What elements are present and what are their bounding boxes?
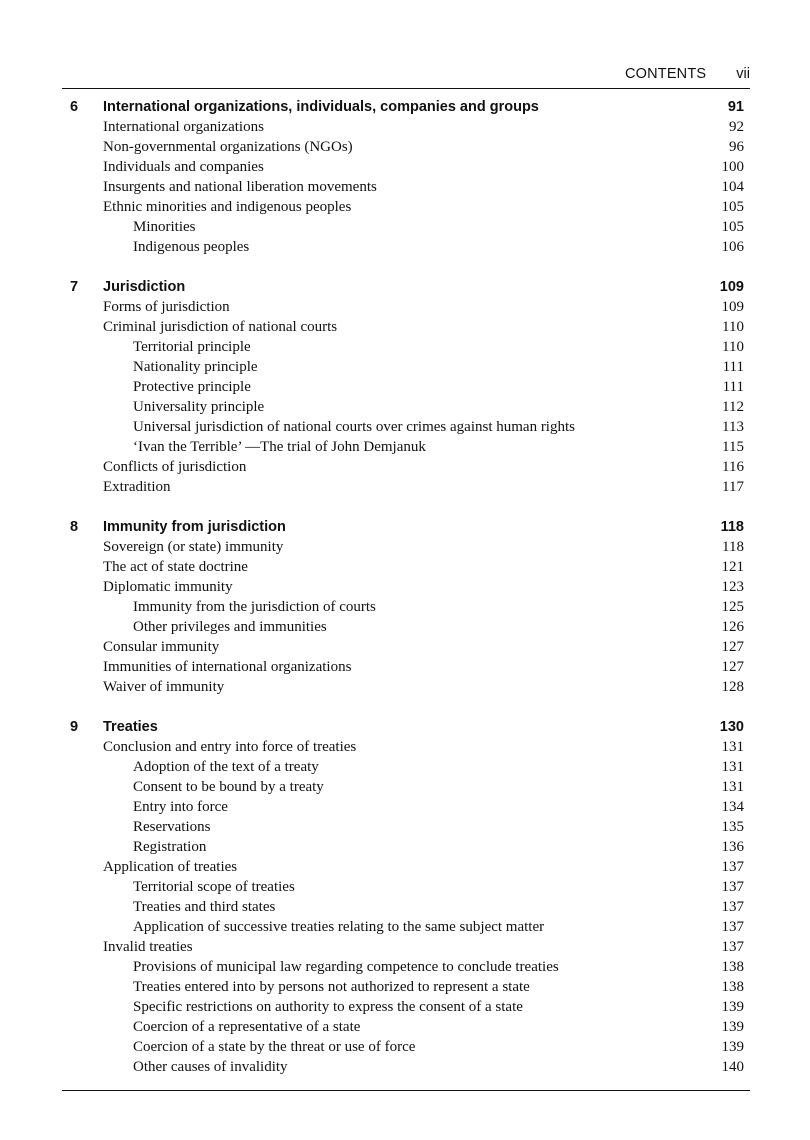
entry-title: The act of state doctrine	[103, 559, 248, 575]
entry-page: 131	[721, 739, 744, 755]
toc-subsection	[62, 817, 744, 837]
entry-page: 118	[722, 539, 744, 555]
toc-subsection	[62, 977, 744, 997]
chapter-number: 7	[70, 279, 79, 295]
entry-title: Conclusion and entry into force of treaties	[103, 739, 357, 755]
entry-title: Criminal jurisdiction of national courts	[103, 319, 338, 335]
entry-page: 105	[721, 219, 744, 235]
entry-title: Application of treaties	[103, 859, 238, 875]
entry-title: Other privileges and immunities	[133, 619, 327, 635]
entry-page: 111	[722, 379, 744, 395]
entry-title: Waiver of immunity	[103, 679, 225, 695]
entry-page: 96	[729, 139, 744, 155]
entry-page: 104	[721, 179, 744, 195]
chapter-heading	[62, 717, 744, 737]
entry-title: Universality principle	[133, 399, 265, 415]
entry-title: Insurgents and national liberation movements	[103, 179, 377, 195]
entry-title: Application of successive treaties relating to the same subject matter	[133, 919, 545, 935]
running-title: CONTENTS	[624, 66, 707, 82]
toc-section	[62, 737, 744, 757]
entry-title: Nationality principle	[133, 359, 258, 375]
chapter-heading	[62, 277, 744, 297]
entry-title: Treaties entered into by persons not authorized to represent a state	[133, 979, 530, 995]
entry-page: 128	[721, 679, 744, 695]
entry-title: Invalid treaties	[103, 939, 193, 955]
toc-section	[62, 537, 744, 557]
toc-subsection	[62, 437, 744, 457]
entry-title: Coercion of a state by the threat or use of force	[133, 1039, 416, 1055]
entry-title: ‘Ivan the Terrible’ —The trial of John Demjanuk	[133, 439, 426, 455]
toc-chapter	[62, 717, 744, 1077]
header-rule	[62, 88, 750, 89]
toc-section	[62, 157, 744, 177]
toc-subsection	[62, 757, 744, 777]
chapter-number: 6	[70, 99, 79, 115]
toc-section	[62, 137, 744, 157]
entry-page: 140	[721, 1059, 744, 1075]
entry-page: 105	[721, 199, 744, 215]
toc-section	[62, 457, 744, 477]
toc-section	[62, 317, 744, 337]
entry-page: 139	[721, 1019, 744, 1035]
entry-page: 137	[721, 899, 744, 915]
entry-page: 112	[722, 399, 744, 415]
toc-section	[62, 577, 744, 597]
entry-page: 137	[721, 919, 744, 935]
toc-subsection	[62, 597, 744, 617]
entry-title: Extradition	[103, 479, 171, 495]
toc-chapter	[62, 277, 744, 497]
toc-section	[62, 857, 744, 877]
entry-title: Individuals and companies	[103, 159, 264, 175]
entry-title: Consular immunity	[103, 639, 220, 655]
chapter-page: 118	[720, 519, 744, 535]
entry-page: 131	[721, 779, 744, 795]
toc-subsection	[62, 797, 744, 817]
entry-page: 136	[721, 839, 744, 855]
page-number: vii	[736, 66, 750, 82]
toc-section	[62, 677, 744, 697]
toc-section	[62, 477, 744, 497]
entry-page: 110	[722, 339, 744, 355]
entry-title: Adoption of the text of a treaty	[133, 759, 319, 775]
entry-title: Coercion of a representative of a state	[133, 1019, 361, 1035]
entry-title: Territorial principle	[133, 339, 251, 355]
chapter-heading	[62, 97, 744, 117]
entry-title: Consent to be bound by a treaty	[133, 779, 324, 795]
toc-subsection	[62, 397, 744, 417]
entry-title: Treaties and third states	[133, 899, 276, 915]
footer-rule	[62, 1090, 750, 1091]
chapter-title: Immunity from jurisdiction	[103, 519, 286, 535]
entry-title: International organizations	[103, 119, 264, 135]
entry-page: 92	[729, 119, 744, 135]
toc-subsection	[62, 417, 744, 437]
toc-subsection	[62, 837, 744, 857]
chapter-title: International organizations, individuals, companies and groups	[103, 99, 539, 115]
toc-subsection	[62, 377, 744, 397]
entry-title: Entry into force	[133, 799, 228, 815]
entry-title: Specific restrictions on authority to express the consent of a state	[133, 999, 523, 1015]
entry-title: Minorities	[133, 219, 196, 235]
chapter-heading	[62, 517, 744, 537]
entry-page: 137	[721, 879, 744, 895]
chapter-page: 130	[719, 719, 744, 735]
toc-section	[62, 557, 744, 577]
entry-title: Territorial scope of treaties	[133, 879, 295, 895]
entry-page: 127	[721, 659, 744, 675]
toc-subsection	[62, 217, 744, 237]
entry-title: Indigenous peoples	[133, 239, 250, 255]
chapter-title: Jurisdiction	[103, 279, 186, 295]
toc-section	[62, 197, 744, 217]
running-header	[62, 66, 750, 88]
entry-title: Conflicts of jurisdiction	[103, 459, 247, 475]
toc-section	[62, 297, 744, 317]
toc-subsection	[62, 357, 744, 377]
chapter-title: Treaties	[103, 719, 158, 735]
toc-subsection	[62, 1037, 744, 1057]
entry-title: Forms of jurisdiction	[103, 299, 230, 315]
entry-title: Reservations	[133, 819, 211, 835]
entry-page: 137	[721, 859, 744, 875]
entry-page: 100	[721, 159, 744, 175]
toc-section	[62, 177, 744, 197]
entry-title: Provisions of municipal law regarding competence to conclude treaties	[133, 959, 559, 975]
toc-chapter	[62, 517, 744, 697]
entry-page: 139	[721, 999, 744, 1015]
entry-page: 116	[722, 459, 744, 475]
entry-title: Non-governmental organizations (NGOs)	[103, 139, 353, 155]
entry-page: 113	[722, 419, 744, 435]
toc-subsection	[62, 997, 744, 1017]
toc-subsection	[62, 877, 744, 897]
entry-title: Immunities of international organizations	[103, 659, 352, 675]
entry-page: 138	[721, 979, 744, 995]
entry-title: Universal jurisdiction of national courts over crimes against human rights	[133, 419, 575, 435]
entry-page: 137	[721, 939, 744, 955]
entry-page: 117	[722, 479, 744, 495]
entry-page: 115	[722, 439, 744, 455]
entry-title: Other causes of invalidity	[133, 1059, 288, 1075]
toc-subsection	[62, 957, 744, 977]
chapter-number: 9	[70, 719, 79, 735]
toc-subsection	[62, 1017, 744, 1037]
table-of-contents	[62, 97, 744, 1097]
entry-page: 138	[721, 959, 744, 975]
toc-subsection	[62, 337, 744, 357]
entry-page: 125	[721, 599, 744, 615]
toc-section	[62, 637, 744, 657]
toc-section	[62, 937, 744, 957]
toc-subsection	[62, 1057, 744, 1077]
entry-page: 134	[721, 799, 744, 815]
chapter-page: 109	[719, 279, 744, 295]
entry-title: Ethnic minorities and indigenous peoples	[103, 199, 352, 215]
entry-page: 111	[722, 359, 744, 375]
chapter-number: 8	[70, 519, 79, 535]
entry-title: Immunity from the jurisdiction of courts	[133, 599, 376, 615]
entry-page: 121	[721, 559, 744, 575]
entry-page: 123	[721, 579, 744, 595]
toc-subsection	[62, 897, 744, 917]
toc-subsection	[62, 777, 744, 797]
entry-title: Diplomatic immunity	[103, 579, 233, 595]
entry-page: 135	[721, 819, 744, 835]
entry-title: Registration	[133, 839, 207, 855]
entry-page: 139	[721, 1039, 744, 1055]
toc-subsection	[62, 917, 744, 937]
entry-page: 126	[721, 619, 744, 635]
entry-page: 106	[721, 239, 744, 255]
chapter-page: 91	[727, 99, 744, 115]
toc-section	[62, 117, 744, 137]
entry-page: 131	[721, 759, 744, 775]
entry-title: Sovereign (or state) immunity	[103, 539, 284, 555]
toc-chapter	[62, 97, 744, 257]
entry-page: 127	[721, 639, 744, 655]
toc-subsection	[62, 237, 744, 257]
toc-section	[62, 657, 744, 677]
entry-title: Protective principle	[133, 379, 251, 395]
toc-subsection	[62, 617, 744, 637]
entry-page: 109	[721, 299, 744, 315]
entry-page: 110	[722, 319, 744, 335]
